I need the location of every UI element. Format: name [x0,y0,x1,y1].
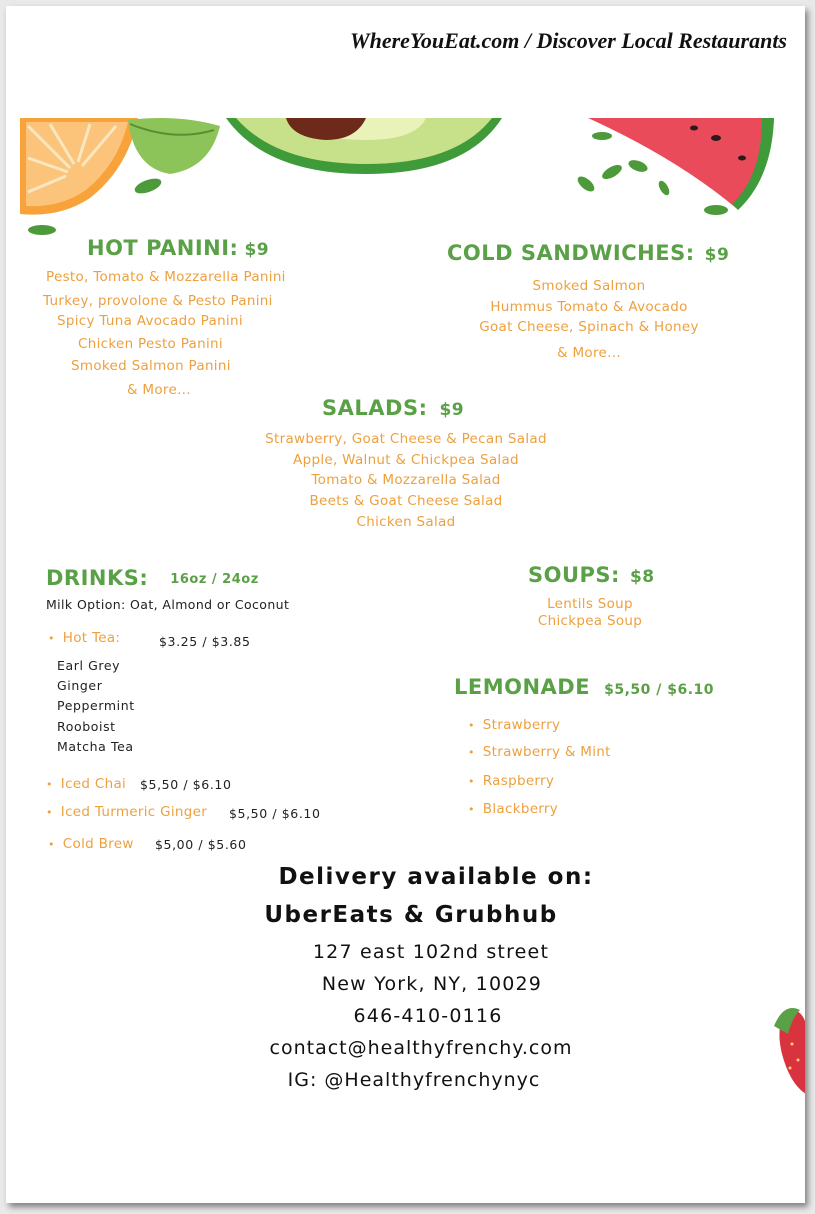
hot-tea-price: $3.25 / $3.85 [159,634,251,649]
soups-price: $8 [629,567,655,587]
lemonade-item: • Strawberry & Mint [468,744,611,760]
watermelon-decoration [566,118,776,218]
cold-sandwiches-heading [447,241,729,265]
tea-flavor: Ginger [57,678,103,693]
soups-title: SOUPS: [528,563,620,587]
panini-item: Spicy Tuna Avocado Panini [57,313,243,329]
instagram-handle: IG: @Healthyfrenchynyc [287,1069,541,1091]
salad-item: Tomato & Mozzarella Salad [311,472,501,488]
milk-option: Milk Option: Oat, Almond or Coconut [46,597,290,612]
cold-brew-price: $5,00 / $5.60 [155,837,247,852]
lemonade-heading [454,675,714,699]
hot-panini-price: $9 [244,240,270,260]
lemonade-item: • Raspberry [468,773,554,789]
email-address: contact@healthyfrenchy.com [269,1037,573,1059]
panini-item: Smoked Salmon Panini [71,358,231,374]
hot-panini-title: HOT PANINI: [87,236,239,260]
cold-sandwiches-title: COLD SANDWICHES: [447,241,695,265]
leaf-decoration [118,118,228,198]
address-city: New York, NY, 10029 [321,973,543,995]
drinks-title: DRINKS: [46,566,149,590]
iced-turmeric-ginger-price: $5,50 / $6.10 [229,806,321,821]
panini-more: & More... [127,382,191,398]
strawberry-decoration [770,1004,805,1104]
site-header: WhereYouEat.com / Discover Local Restaurants [350,28,787,53]
salad-item: Chicken Salad [356,514,456,530]
sandwich-more: & More... [557,345,621,361]
hot-panini-heading [87,236,269,260]
delivery-heading: Delivery available on: [278,864,594,890]
iced-turmeric-ginger-label: • Iced Turmeric Ginger [46,804,207,820]
salads-heading [322,396,464,420]
tea-flavor: Peppermint [57,698,135,713]
address-street: 127 east 102nd street [312,941,550,963]
tea-flavor: Matcha Tea [57,739,134,754]
salad-item: Beets & Goat Cheese Salad [309,493,503,509]
salads-title: SALADS: [322,396,428,420]
sandwich-item: Hummus Tomato & Avocado [490,299,688,315]
salads-price: $9 [439,400,465,420]
panini-item: Pesto, Tomato & Mozzarella Panini [46,269,286,285]
tea-flavor: Earl Grey [57,658,121,673]
lemonade-item: • Strawberry [468,717,560,733]
lemonade-title: LEMONADE [454,675,591,699]
tea-flavor: Rooboist [57,719,116,734]
drinks-sizes: 16oz / 24oz [170,572,259,587]
panini-item: Turkey, provolone & Pesto Panini [43,293,273,309]
soup-item: Chickpea Soup [537,613,643,629]
soups-heading [528,563,655,587]
iced-chai-label: • Iced Chai [46,776,126,792]
panini-item: Chicken Pesto Panini [78,336,223,352]
avocado-decoration [226,118,506,180]
iced-chai-price: $5,50 / $6.10 [140,777,232,792]
hot-tea-label: • Hot Tea: [48,630,120,646]
lemonade-price: $5,50 / $6.10 [604,682,715,698]
sandwich-item: Smoked Salmon [532,278,646,294]
menu-page [6,6,805,1203]
sandwich-item: Goat Cheese, Spinach & Honey [479,319,699,335]
lemonade-item: • Blackberry [468,801,558,817]
salad-item: Apple, Walnut & Chickpea Salad [293,452,519,468]
delivery-services: UberEats & Grubhub [264,902,558,928]
cold-brew-label: • Cold Brew [48,836,134,852]
drinks-heading [46,566,259,590]
cold-sandwiches-price: $9 [704,245,730,265]
phone-number: 646-410-0116 [353,1005,503,1027]
salad-item: Strawberry, Goat Cheese & Pecan Salad [265,431,547,447]
soup-item: Lentils Soup [547,596,633,612]
